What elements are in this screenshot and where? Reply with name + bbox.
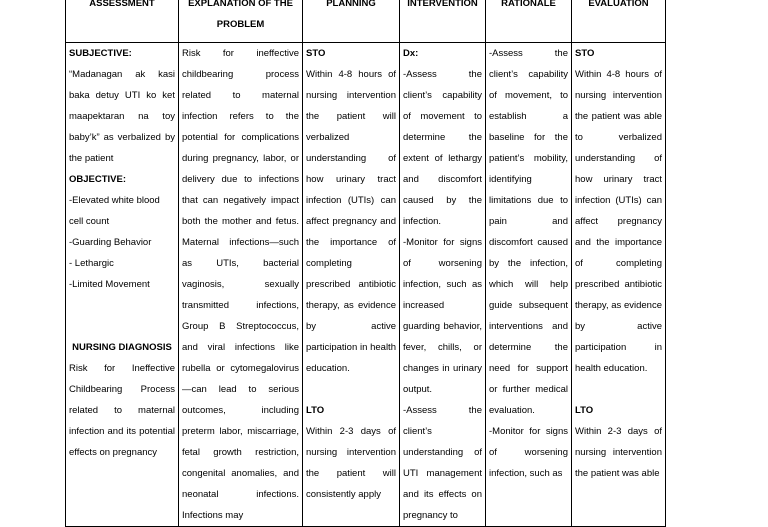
- planning-sto-label: STO: [306, 48, 326, 59]
- evaluation-lto-text: Within 2-3 days of nursing intervention the patient was able: [575, 426, 662, 479]
- planning-sto-text: Within 4-8 hours of nursing intervention the patient will verbalized understanding of how urinary tract infection (UTIs) can affect pregnancy and the importance of completing prescribed antibiotic therapy, as evidence by active participation in health education.: [306, 69, 396, 374]
- nursing-diagnosis-label: NURSING DIAGNOSIS: [72, 342, 172, 353]
- header-row: [66, 0, 666, 43]
- evaluation-sto-text: Within 4-8 hours of nursing intervention the patient was able to verbalized understanding of how urinary tract infection (UTIs) can affect pregnancy and the importance of completing prescribed antibiotic therapy, as evidence by active participation in health education.: [575, 69, 662, 374]
- rationale-item: -Monitor for signs of worsening infection, such as: [489, 426, 568, 479]
- planning-lto-label: LTO: [306, 405, 325, 416]
- nursing-care-plan-table: [65, 0, 666, 527]
- header-assessment: ASSESSMENT: [66, 0, 179, 43]
- header-intervention: INTERVENTION: [400, 0, 486, 43]
- header-explanation: [179, 0, 303, 43]
- intervention-item: -Assess the client’s capability of movement to determine the extent of lethargy and discomfort caused by the infection.: [403, 69, 482, 227]
- intervention-item: -Monitor for signs of worsening infection, such as increased guarding behavior, fever, chills, or changes in urinary output.: [403, 237, 482, 395]
- spacer: [306, 379, 396, 400]
- evaluation-lto-label: LTO: [575, 405, 594, 416]
- spacer: [575, 379, 662, 400]
- planning-lto-text: Within 2-3 days of nursing intervention the patient will consistently apply: [306, 426, 396, 500]
- objective-label: OBJECTIVE:: [69, 174, 127, 185]
- header-rationale: RATIONALE: [486, 0, 572, 43]
- header-explanation-text: EXPLANATION OF THE PROBLEM: [188, 0, 293, 30]
- explanation-text: Risk for ineffective childbearing process related to maternal infection refers to the potential for complications during pregnancy, labor, or delivery due to infections that can negatively impact both the mother and fetus. Maternal infections—such as UTIs, bacterial vaginosis, sexually transmitted infections, Group B Streptococcus, and viral infections like rubella or cytomegalovirus—can lead to serious outcomes, including preterm labor, miscarriage, fetal growth restriction, congenital anomalies, and neonatal infections. Infections may: [182, 48, 299, 521]
- intervention-dx-label: Dx:: [403, 48, 419, 59]
- intervention-cell: [400, 43, 486, 527]
- intervention-item: -Assess the client’s understanding of UTI management and its effects on pregnancy to: [403, 405, 482, 521]
- header-evaluation: EVALUATION: [572, 0, 666, 43]
- objective-item: -Limited Movement: [69, 279, 150, 290]
- explanation-cell: [179, 43, 303, 527]
- subjective-label: SUBJECTIVE:: [69, 48, 132, 59]
- evaluation-cell: [572, 43, 666, 527]
- header-planning: PLANNING: [303, 0, 400, 43]
- rationale-item: -Assess the client’s capability of movement, to establish a baseline for the patient’s mobility, identifying limitations due to pain and discomfort caused by the infection, which will help guide subsequent interventions and determine the need for support or further medical evaluation.: [489, 48, 568, 416]
- content-row: [66, 43, 666, 527]
- spacer: [69, 295, 175, 337]
- nursing-diagnosis-text: Risk for Ineffective Childbearing Process related to maternal infection and its potential effects on pregnancy: [69, 363, 175, 458]
- assessment-cell: [66, 43, 179, 527]
- subjective-text: “Madanagan ak kasi baka detuy UTI ko ket maapektaran na toy baby’k” as verbalized by the patient: [69, 69, 175, 164]
- objective-item: -Elevated white blood cell count: [69, 195, 160, 227]
- planning-cell: [303, 43, 400, 527]
- objective-item: -Guarding Behavior: [69, 237, 152, 248]
- objective-item: - Lethargic: [69, 258, 114, 269]
- evaluation-sto-label: STO: [575, 48, 595, 59]
- rationale-cell: [486, 43, 572, 527]
